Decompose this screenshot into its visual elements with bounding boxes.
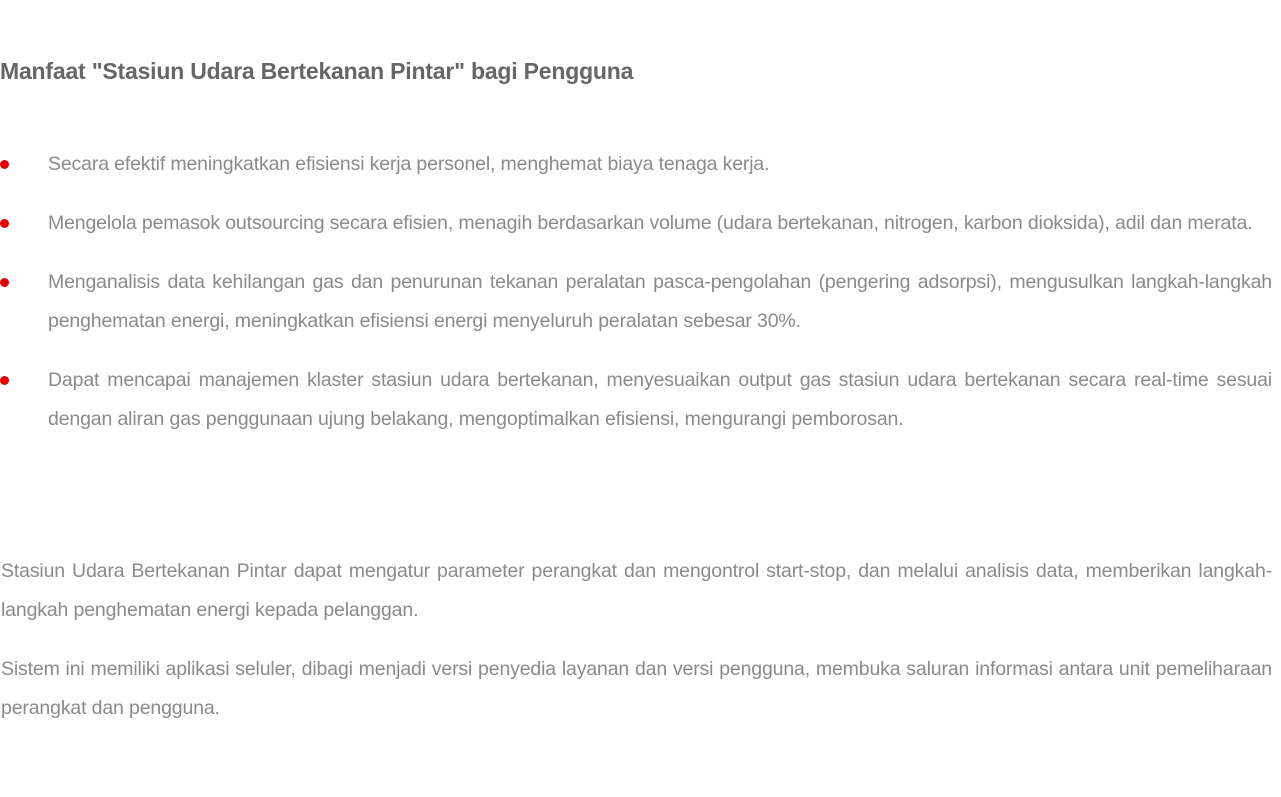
benefit-text: Dapat mencapai manajemen klaster stasiun udara bertekanan, menyesuaikan output gas stasiun udara bertekanan secara real-time sesuai dengan aliran gas penggunaan ujung belakang, mengoptimalkan efisiensi, mengurangi pemborosan. — [48, 369, 1272, 430]
description-paragraph: Stasiun Udara Bertekanan Pintar dapat mengatur parameter perangkat dan mengontrol start-stop, dan melalui analisis data, memberikan langkah-langkah penghematan energi kepada pelanggan. — [1, 560, 1272, 621]
list-item — [0, 361, 1272, 439]
description-paragraph: Sistem ini memiliki aplikasi seluler, dibagi menjadi versi penyedia layanan dan versi pengguna, membuka saluran informasi antara unit pemeliharaan perangkat dan pengguna. — [1, 658, 1272, 719]
bullet-dot-icon — [0, 376, 9, 385]
list-item — [0, 263, 1272, 341]
benefit-text: Mengelola pemasok outsourcing secara efisien, menagih berdasarkan volume (udara bertekanan, nitrogen, karbon dioksida), adil dan merata. — [48, 212, 1253, 234]
benefit-list — [0, 145, 1272, 459]
bullet-dot-icon — [0, 160, 9, 169]
benefit-text: Menganalisis data kehilangan gas dan penurunan tekanan peralatan pasca-pengolahan (pengering adsorpsi), mengusulkan langkah-langkah penghematan energi, meningkatkan efisiensi energi menyeluruh peralatan sebesar 30%. — [48, 271, 1272, 332]
list-item — [0, 204, 1272, 243]
benefit-text: Secara efektif meningkatkan efisiensi kerja personel, menghemat biaya tenaga kerja. — [48, 153, 770, 175]
bullet-dot-icon — [0, 219, 9, 228]
section-heading: Manfaat "Stasiun Udara Bertekanan Pintar" bagi Pengguna — [0, 58, 634, 84]
bullet-dot-icon — [0, 278, 9, 287]
list-item — [0, 145, 1272, 184]
